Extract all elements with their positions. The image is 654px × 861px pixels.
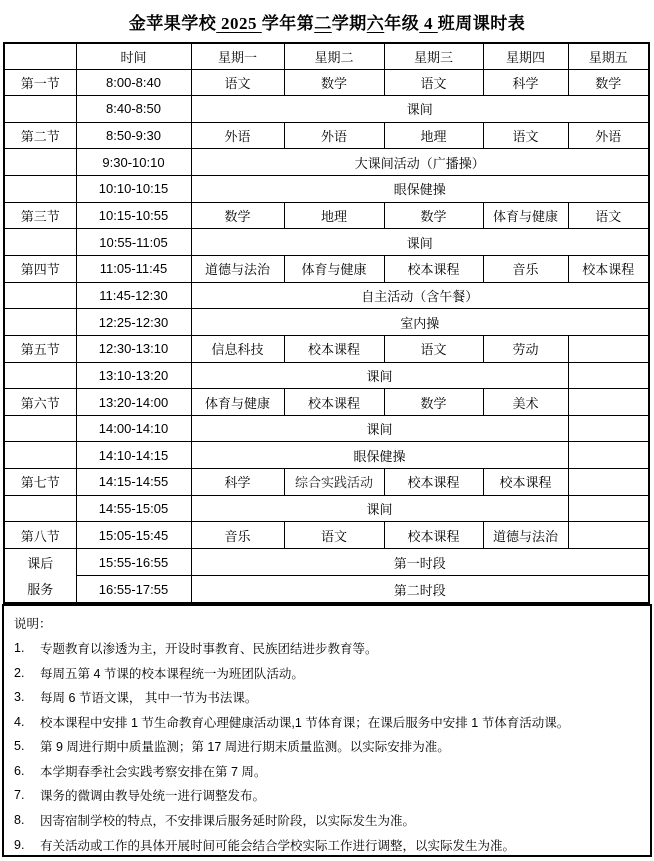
subject-cell: 校本课程 bbox=[384, 469, 483, 496]
time-cell: 12:30-13:10 bbox=[76, 335, 191, 362]
subject-cell: 音乐 bbox=[191, 522, 284, 549]
subject-cell bbox=[568, 442, 649, 469]
header-row bbox=[4, 43, 649, 69]
note-text: 每周 6 节语文课， 其中一节为书法课。 bbox=[40, 691, 258, 706]
note-text: 专题教育以渗透为主，开设时事教育、民族团结进步教育等。 bbox=[40, 641, 378, 656]
note-item bbox=[14, 685, 640, 710]
subject-cell: 数学 bbox=[568, 69, 649, 96]
table-row bbox=[4, 335, 649, 362]
subject-cell bbox=[568, 335, 649, 362]
subject-cell bbox=[568, 415, 649, 442]
time-cell: 8:50-9:30 bbox=[76, 122, 191, 149]
note-text: 校本课程中安排 1 节生命教育心理健康活动课,1 节体育课；在课后服务中安排 1 节体育活动课。 bbox=[40, 715, 570, 730]
subject-cell: 数学 bbox=[384, 389, 483, 416]
subject-cell: 语文 bbox=[384, 335, 483, 362]
subject-cell: 音乐 bbox=[483, 255, 568, 282]
time-cell: 14:15-14:55 bbox=[76, 469, 191, 496]
subject-cell: 地理 bbox=[384, 122, 483, 149]
period-cell bbox=[4, 176, 76, 203]
time-cell: 10:15-10:55 bbox=[76, 202, 191, 229]
time-cell: 14:10-14:15 bbox=[76, 442, 191, 469]
note-number: 8. bbox=[14, 813, 25, 828]
table-row bbox=[4, 522, 649, 549]
subject-cell: 外语 bbox=[284, 122, 384, 149]
note-item bbox=[14, 734, 640, 759]
note-item bbox=[14, 759, 640, 784]
activity-cell: 室内操 bbox=[191, 309, 649, 336]
subject-cell: 校本课程 bbox=[284, 335, 384, 362]
title-part: 学年第 bbox=[261, 14, 315, 33]
day-header-thursday: 星期四 bbox=[483, 43, 568, 69]
time-cell: 9:30-10:10 bbox=[76, 149, 191, 176]
table-row bbox=[4, 282, 649, 309]
subject-cell bbox=[568, 469, 649, 496]
period-cell bbox=[4, 282, 76, 309]
subject-cell: 校本课程 bbox=[284, 389, 384, 416]
activity-cell: 课间 bbox=[191, 415, 568, 442]
note-item bbox=[14, 808, 640, 833]
title-part: 班周课时表 bbox=[437, 14, 526, 33]
subject-cell: 美术 bbox=[483, 389, 568, 416]
time-cell: 14:55-15:05 bbox=[76, 495, 191, 522]
activity-cell: 第一时段 bbox=[191, 549, 649, 576]
table-row bbox=[4, 415, 649, 442]
table-row bbox=[4, 442, 649, 469]
subject-cell: 校本课程 bbox=[568, 255, 649, 282]
table-row bbox=[4, 549, 649, 576]
subject-cell: 外语 bbox=[568, 122, 649, 149]
period-cell: 第一节 bbox=[4, 69, 76, 96]
time-cell: 12:25-12:30 bbox=[76, 309, 191, 336]
corner-cell bbox=[4, 43, 76, 69]
period-cell: 第四节 bbox=[4, 255, 76, 282]
note-number: 2. bbox=[14, 665, 25, 680]
subject-cell: 语文 bbox=[191, 69, 284, 96]
table-row bbox=[4, 495, 649, 522]
time-cell: 14:00-14:10 bbox=[76, 415, 191, 442]
note-item bbox=[14, 783, 640, 808]
title-part: 学期 bbox=[331, 14, 367, 33]
note-item bbox=[14, 709, 640, 734]
period-cell: 第七节 bbox=[4, 469, 76, 496]
title-part-underlined-year: 2025 bbox=[216, 14, 262, 33]
period-cell: 第五节 bbox=[4, 335, 76, 362]
activity-cell: 第二时段 bbox=[191, 576, 649, 603]
title-part: 金苹果学校 bbox=[128, 14, 217, 33]
table-row bbox=[4, 309, 649, 336]
table-row bbox=[4, 96, 649, 123]
subject-cell: 校本课程 bbox=[384, 255, 483, 282]
activity-cell: 眼保健操 bbox=[191, 176, 649, 203]
note-item bbox=[14, 660, 640, 685]
subject-cell bbox=[568, 362, 649, 389]
note-text: 本学期春季社会实践考察安排在第 7 周。 bbox=[40, 764, 267, 779]
note-number: 7. bbox=[14, 788, 25, 803]
subject-cell: 语文 bbox=[284, 522, 384, 549]
activity-cell: 课间 bbox=[191, 362, 568, 389]
table-row bbox=[4, 202, 649, 229]
note-number: 5. bbox=[14, 739, 25, 754]
subject-cell: 地理 bbox=[284, 202, 384, 229]
subject-cell: 劳动 bbox=[483, 335, 568, 362]
day-header-tuesday: 星期二 bbox=[284, 43, 384, 69]
period-cell-after-school-service bbox=[4, 549, 76, 604]
subject-cell: 校本课程 bbox=[384, 522, 483, 549]
table-row bbox=[4, 69, 649, 96]
table-row bbox=[4, 255, 649, 282]
subject-cell: 数学 bbox=[384, 202, 483, 229]
time-cell: 15:55-16:55 bbox=[76, 549, 191, 576]
note-number: 6. bbox=[14, 763, 25, 778]
title-part-underlined-class: 4 bbox=[419, 14, 438, 33]
note-number: 1. bbox=[14, 640, 25, 655]
subject-cell: 数学 bbox=[191, 202, 284, 229]
time-cell: 16:55-17:55 bbox=[76, 576, 191, 603]
subject-cell: 体育与健康 bbox=[483, 202, 568, 229]
subject-cell: 语文 bbox=[568, 202, 649, 229]
subject-cell: 科学 bbox=[191, 469, 284, 496]
day-header-friday: 星期五 bbox=[568, 43, 649, 69]
time-cell: 13:20-14:00 bbox=[76, 389, 191, 416]
period-cell bbox=[4, 362, 76, 389]
table-row bbox=[4, 576, 649, 603]
note-text: 因寄宿制学校的特点，不安排课后服务延时阶段，以实际发生为准。 bbox=[40, 814, 416, 829]
title-part-underlined-grade: 六 bbox=[366, 14, 385, 33]
table-row bbox=[4, 362, 649, 389]
subject-cell: 语文 bbox=[483, 122, 568, 149]
time-header: 时间 bbox=[76, 43, 191, 69]
note-number: 9. bbox=[14, 837, 25, 852]
time-cell: 15:05-15:45 bbox=[76, 522, 191, 549]
time-cell: 11:45-12:30 bbox=[76, 282, 191, 309]
subject-cell: 综合实践活动 bbox=[284, 469, 384, 496]
activity-cell: 眼保健操 bbox=[191, 442, 568, 469]
subject-cell bbox=[568, 495, 649, 522]
period-cell: 第八节 bbox=[4, 522, 76, 549]
table-row bbox=[4, 122, 649, 149]
title-part: 年级 bbox=[384, 14, 420, 33]
note-text: 第 9 周进行期中质量监测；第 17 周进行期末质量监测。以实际安排为准。 bbox=[40, 740, 450, 755]
time-cell: 8:40-8:50 bbox=[76, 96, 191, 123]
time-cell: 10:55-11:05 bbox=[76, 229, 191, 256]
activity-cell: 课间 bbox=[191, 229, 649, 256]
title-part-underlined-term: 二 bbox=[314, 14, 332, 33]
time-cell: 13:10-13:20 bbox=[76, 362, 191, 389]
activity-cell: 大课间活动（广播操） bbox=[191, 149, 649, 176]
notes-heading: 说明： bbox=[14, 617, 52, 632]
note-number: 3. bbox=[14, 690, 25, 705]
subject-cell: 体育与健康 bbox=[284, 255, 384, 282]
time-cell: 11:05-11:45 bbox=[76, 255, 191, 282]
notes-section bbox=[2, 604, 652, 857]
period-cell bbox=[4, 309, 76, 336]
period-cell bbox=[4, 149, 76, 176]
subject-cell bbox=[568, 389, 649, 416]
note-text: 每周五第 4 节课的校本课程统一为班团队活动。 bbox=[40, 666, 304, 681]
note-item bbox=[14, 832, 640, 857]
period-cell bbox=[4, 442, 76, 469]
day-header-monday: 星期一 bbox=[191, 43, 284, 69]
activity-cell: 自主活动（含午餐） bbox=[191, 282, 649, 309]
note-text: 有关活动或工作的具体开展时间可能会结合学校实际工作进行调整，以实际发生为准。 bbox=[40, 838, 516, 853]
day-header-wednesday: 星期三 bbox=[384, 43, 483, 69]
table-row bbox=[4, 389, 649, 416]
page-title bbox=[0, 0, 654, 42]
subject-cell bbox=[568, 522, 649, 549]
period-cell bbox=[4, 415, 76, 442]
subject-cell: 科学 bbox=[483, 69, 568, 96]
note-number: 4. bbox=[14, 714, 25, 729]
activity-cell: 课间 bbox=[191, 495, 568, 522]
time-cell: 10:10-10:15 bbox=[76, 176, 191, 203]
timetable bbox=[3, 42, 650, 604]
note-item bbox=[14, 636, 640, 661]
subject-cell: 语文 bbox=[384, 69, 483, 96]
period-cell bbox=[4, 495, 76, 522]
subject-cell: 校本课程 bbox=[483, 469, 568, 496]
period-cell bbox=[4, 229, 76, 256]
subject-cell: 体育与健康 bbox=[191, 389, 284, 416]
table-row bbox=[4, 176, 649, 203]
period-cell: 第六节 bbox=[4, 389, 76, 416]
subject-cell: 道德与法治 bbox=[483, 522, 568, 549]
note-text: 课务的微调由教导处统一进行调整发布。 bbox=[40, 789, 266, 804]
subject-cell: 数学 bbox=[284, 69, 384, 96]
subject-cell: 信息科技 bbox=[191, 335, 284, 362]
service-label-line2: 服务 bbox=[27, 582, 54, 598]
activity-cell: 课间 bbox=[191, 96, 649, 123]
table-row bbox=[4, 469, 649, 496]
table-row bbox=[4, 229, 649, 256]
period-cell: 第二节 bbox=[4, 122, 76, 149]
subject-cell: 道德与法治 bbox=[191, 255, 284, 282]
table-row bbox=[4, 149, 649, 176]
period-cell: 第三节 bbox=[4, 202, 76, 229]
subject-cell: 外语 bbox=[191, 122, 284, 149]
service-label-line1: 课后 bbox=[27, 555, 54, 571]
time-cell: 8:00-8:40 bbox=[76, 69, 191, 96]
period-cell bbox=[4, 96, 76, 123]
